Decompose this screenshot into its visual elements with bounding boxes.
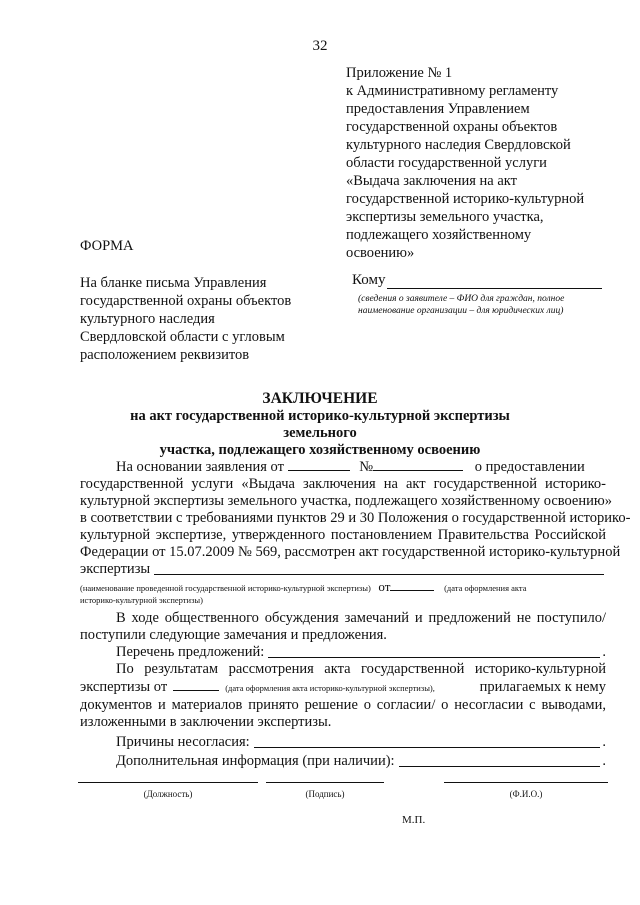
letterhead-line: государственной охраны объектов — [80, 293, 292, 309]
paragraph-line: в соответствии с требованиями пунктов 29 и 30 Положения о государственной историко- — [80, 510, 631, 526]
recipient-label: Кому — [352, 272, 386, 288]
document-title: ЗАКЛЮЧЕНИЕ — [262, 390, 378, 407]
document-subtitle — [100, 408, 540, 459]
recipient-hint — [358, 293, 608, 317]
paragraph-line: поступили следующие замечания и предложения. — [80, 627, 387, 643]
disagreement-field[interactable] — [254, 735, 601, 748]
page-number: 32 — [312, 38, 328, 54]
proposals-row: Перечень предложений: . — [116, 644, 606, 660]
expertise-name-row: экспертизы — [80, 561, 606, 578]
appendix-line: к Административному регламенту — [346, 83, 559, 99]
paragraph-line: культурной экспертизе, утвержденного постановлением Правительства Российской — [80, 527, 606, 543]
letterhead-line: На бланке письма Управления — [80, 275, 267, 291]
position-signature-line[interactable] — [78, 782, 258, 799]
appendix-line: культурного наследия Свердловской — [346, 137, 571, 153]
letterhead-line: Свердловской области с угловым — [80, 329, 285, 345]
paragraph-line: По результатам рассмотрения акта государственной историко-культурной — [116, 661, 606, 677]
sign-caption: (Подпись) — [305, 789, 345, 799]
name-caption: (Ф.И.О.) — [509, 789, 543, 799]
appendix-line: экспертизы земельного участка, — [346, 209, 544, 225]
paragraph-line: В ходе общественного обсуждения замечаний и предложений не поступило/ — [116, 610, 606, 626]
expertise-date-hint: (дата оформления акта — [444, 583, 527, 593]
appendix-line: области государственной услуги — [346, 155, 547, 171]
recipient-hint-line: (сведения о заявителе – ФИО для граждан, полное — [358, 294, 565, 304]
act-date-field[interactable] — [173, 678, 219, 691]
appendix-block — [346, 64, 608, 262]
letterhead-note — [80, 274, 320, 364]
expertise-date-field[interactable] — [390, 581, 434, 591]
letterhead-line: культурного наследия — [80, 311, 215, 327]
appendix-line: предоставления Управлением — [346, 101, 530, 117]
application-number-field[interactable] — [373, 458, 463, 471]
hint-row: (наименование проведенной государственной историко-культурной экспертизы) от (дата оформления акта — [80, 579, 527, 594]
appendix-line: государственной историко-культурной — [346, 191, 585, 207]
paragraph-line: документов и материалов принято решение о согласии/ о несогласии с выводами, — [80, 697, 606, 713]
paragraph-line: культурной экспертизы земельного участка, подлежащего хозяйственному освоению» — [80, 493, 612, 509]
subtitle-line: на акт государственной историко-культурной экспертизы земельного — [130, 408, 510, 441]
expertise-name-hint: (наименование проведенной государственной историко-культурной экспертизы) — [80, 583, 371, 593]
expertise-date-hint: историко-культурной экспертизы) — [80, 595, 203, 605]
application-date-field[interactable] — [288, 458, 350, 471]
act-date-hint: (дата оформления акта историко-культурной экспертизы), — [225, 683, 435, 693]
appendix-line: подлежащего хозяйственному — [346, 227, 532, 243]
appendix-line: освоению» — [346, 245, 415, 261]
disagreement-row: Причины несогласия: . — [116, 734, 606, 750]
sign-signature-line[interactable] — [266, 782, 384, 799]
letterhead-line: расположением реквизитов — [80, 347, 250, 363]
form-label: ФОРМА — [80, 238, 134, 254]
position-caption: (Должность) — [143, 789, 193, 799]
recipient-block — [352, 272, 608, 317]
paragraph-line: изложенными в заключении экспертизы. — [80, 714, 332, 730]
appendix-line: государственной охраны объектов — [346, 119, 558, 135]
proposals-field[interactable] — [268, 645, 600, 658]
name-signature-line[interactable] — [444, 782, 608, 799]
paragraph-line: экспертизы от (дата оформления акта историко-культурной экспертизы), прилагаемых к нему — [80, 679, 606, 695]
additional-info-row: Дополнительная информация (при наличии): . — [116, 753, 606, 769]
recipient-field[interactable] — [387, 274, 602, 289]
subtitle-line: участка, подлежащего хозяйственному освоению — [159, 442, 481, 458]
expertise-name-field[interactable] — [154, 562, 604, 575]
document-body — [80, 458, 631, 770]
paragraph-line: государственной услуги «Выдача заключения на акт государственной историко- — [80, 476, 606, 492]
stamp-place: М.П. — [402, 814, 426, 826]
paragraph-line: На основании заявления от № о предоставлении — [116, 459, 585, 475]
additional-info-field[interactable] — [399, 754, 601, 767]
appendix-line: «Выдача заключения на акт — [346, 173, 517, 189]
paragraph-line: Федерации от 15.07.2009 № 569, рассмотрен акт государственной историко-культурной — [80, 544, 621, 560]
recipient-hint-line: наименование организации – для юридических лиц) — [358, 306, 564, 316]
appendix-line: Приложение № 1 — [346, 65, 453, 81]
signature-block — [78, 782, 608, 842]
